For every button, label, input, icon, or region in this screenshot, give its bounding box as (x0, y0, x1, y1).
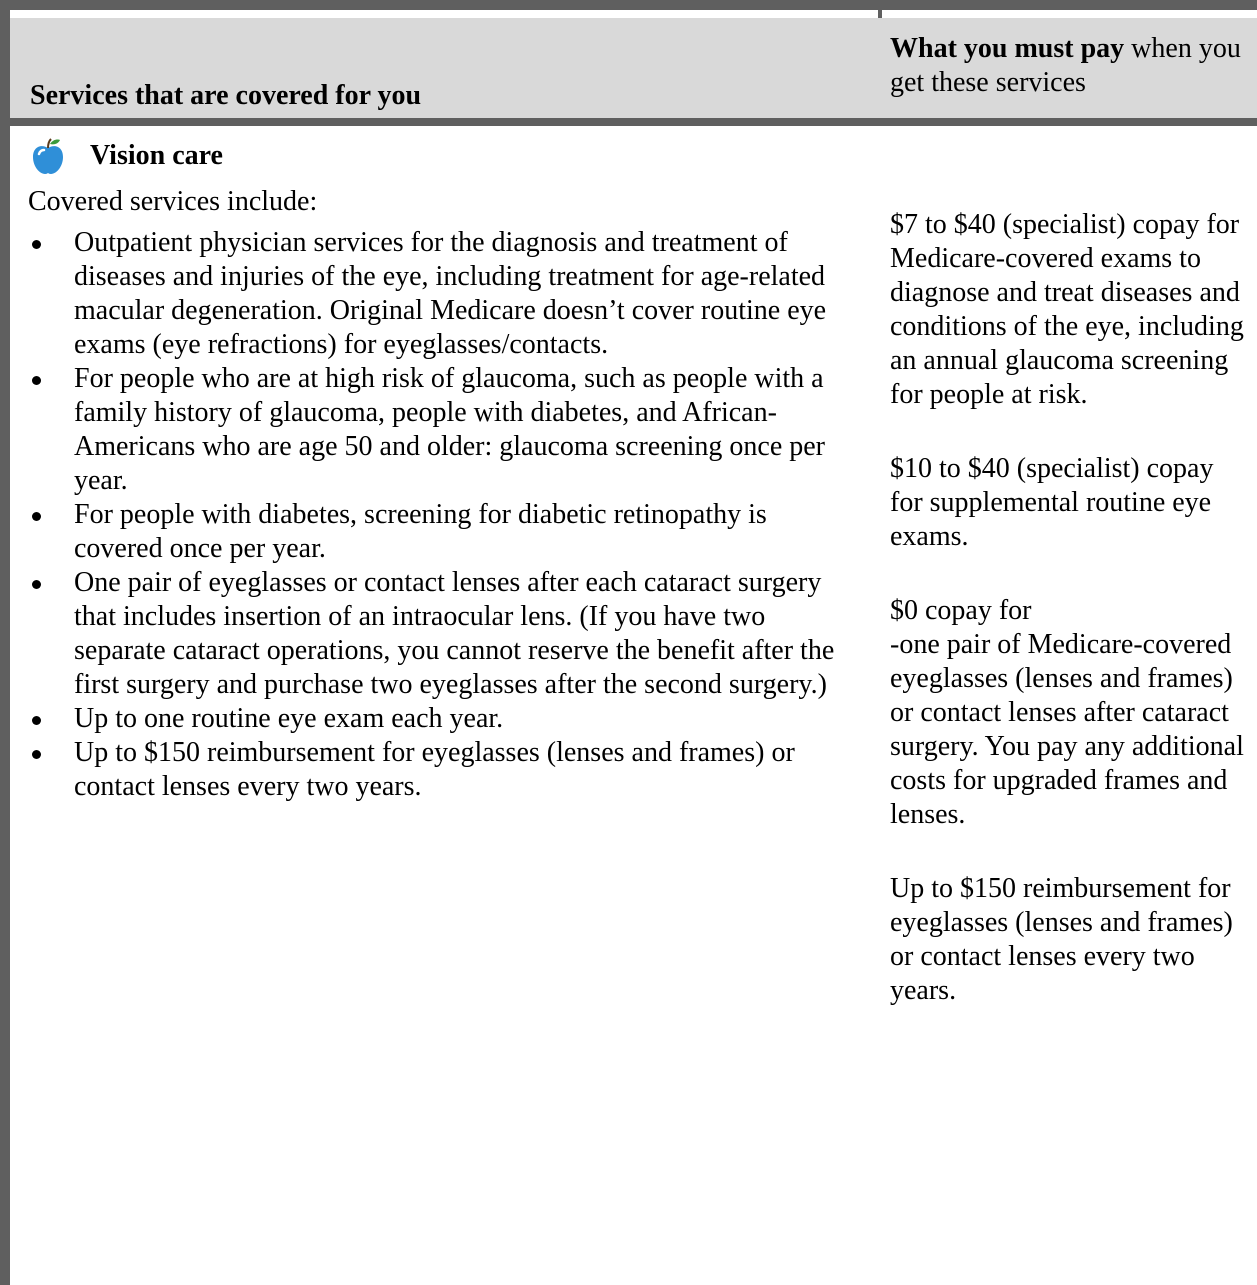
list-item: Outpatient physician services for the diagnosis and treatment of diseases and injuries of the eye, including treatment for age-related macular degeneration. Original Medicare doesn’t cover routine eye exams (eye refractions) for eyeglasses/contacts. (28, 226, 858, 362)
services-list (28, 226, 858, 804)
table-header (10, 18, 1257, 126)
list-item: Up to one routine eye exam each year. (28, 702, 858, 736)
header-pay-label (890, 32, 1257, 100)
column-divider-tick (878, 10, 882, 18)
header-pay-bold: What you must pay (890, 33, 1125, 64)
header-pay-rest: when you get these services (890, 33, 1241, 98)
list-item: For people who are at high risk of glaucoma, such as people with a family history of glaucoma, people with diabetes, and African-Americans who are age 50 and older: glaucoma screening once per year. (28, 362, 858, 498)
apple-icon (28, 136, 68, 176)
table-left-border (0, 0, 10, 1285)
payment-column (890, 208, 1252, 1048)
header-services-label: Services that are covered for you (30, 80, 422, 111)
list-item: Up to $150 reimbursement for eyeglasses (lenses and frames) or contact lenses every two years. (28, 736, 858, 804)
payment-item: Up to $150 reimbursement for eyeglasses (lenses and frames) or contact lenses every two years. (890, 873, 1233, 1006)
payment-item: $7 to $40 (specialist) copay for Medicare-covered exams to diagnose and treat diseases and conditions of the eye, including an annual glaucoma screening for people at risk. (890, 209, 1244, 410)
intro-text: Covered services include: (28, 186, 318, 217)
payment-item: $0 copay for -one pair of Medicare-covered eyeglasses (lenses and frames) or contact lenses after cataract surgery. You pay any additional costs for upgraded frames and lenses. (890, 595, 1244, 830)
list-item: One pair of eyeglasses or contact lenses after each cataract surgery that includes insertion of an intraocular lens. (If you have two separate cataract operations, you cannot reserve the benefit after the first surgery and purchase two eyeglasses after the second surgery.) (28, 566, 858, 702)
list-item: For people with diabetes, screening for diabetic retinopathy is covered once per year. (28, 498, 858, 566)
section-title (28, 136, 223, 176)
section-title-label: Vision care (90, 140, 223, 171)
payment-item: $10 to $40 (specialist) copay for supplemental routine eye exams. (890, 453, 1214, 552)
table-top-border (0, 0, 1257, 10)
